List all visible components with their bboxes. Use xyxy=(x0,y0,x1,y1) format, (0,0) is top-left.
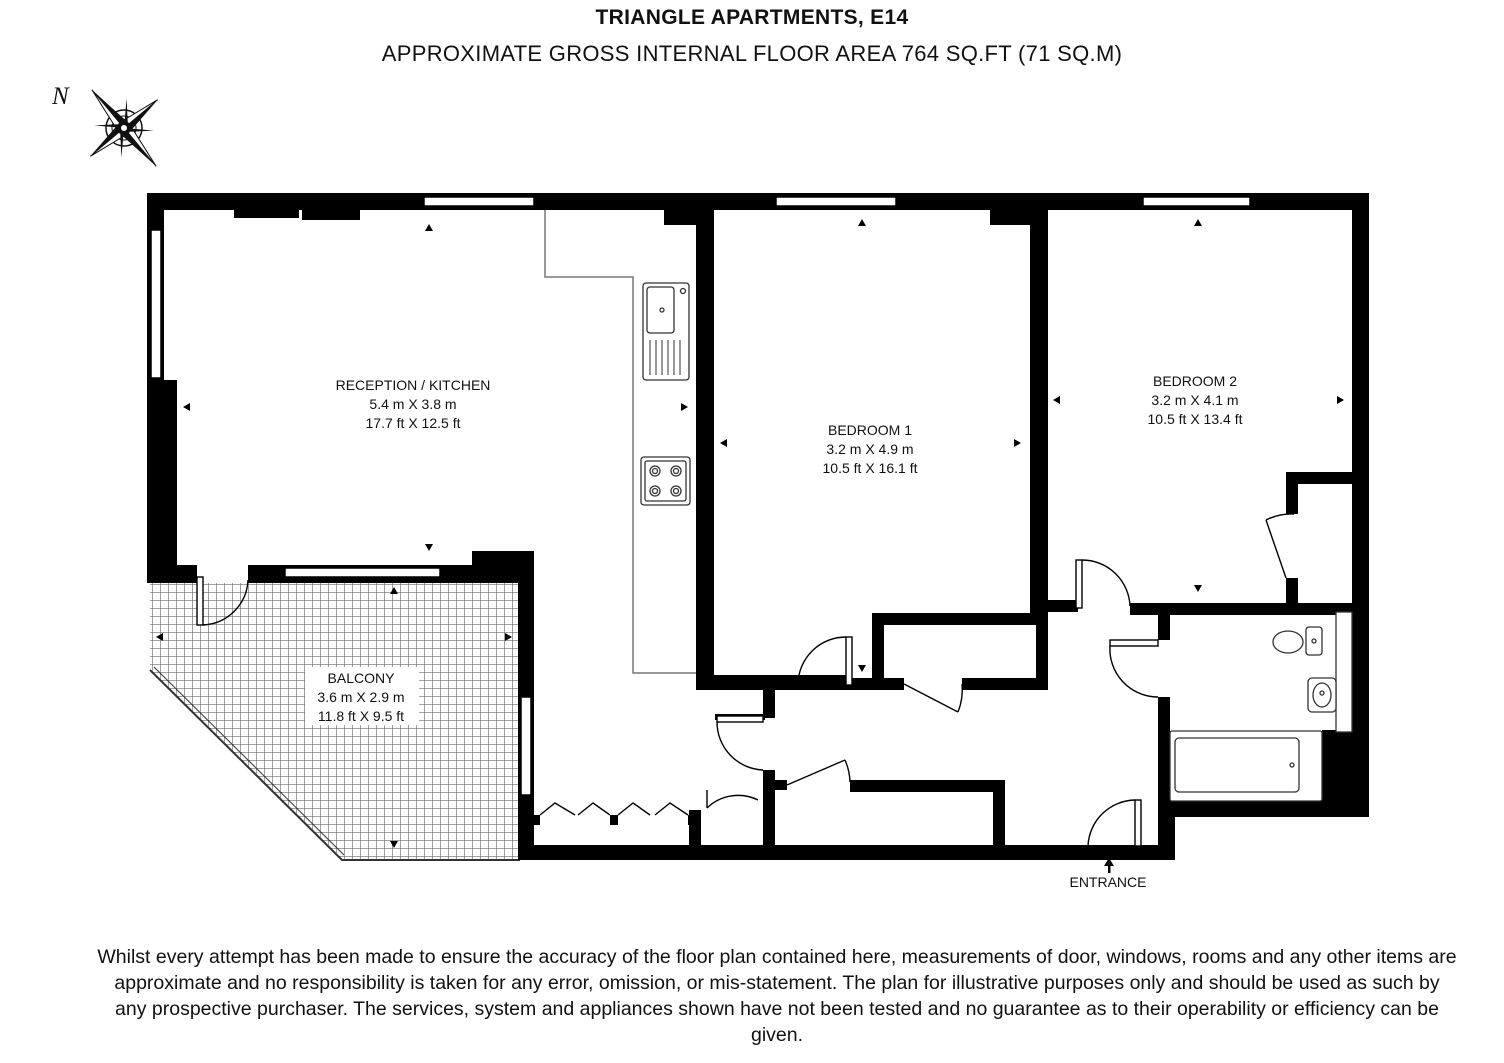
kitchen-counter xyxy=(545,210,696,673)
room-imperial: 17.7 ft X 12.5 ft xyxy=(365,415,461,431)
entrance-label: ENTRANCE xyxy=(1069,874,1147,890)
room-name: BEDROOM 2 xyxy=(1152,373,1238,389)
room-bedroom-2 xyxy=(1148,373,1243,427)
room-name: BEDROOM 1 xyxy=(827,422,913,438)
room-metric: 3.2 m X 4.1 m xyxy=(1151,392,1239,408)
room-imperial: 10.5 ft X 13.4 ft xyxy=(1147,411,1243,427)
room-imperial: 11.8 ft X 9.5 ft xyxy=(317,708,405,724)
disclaimer-text: Whilst every attempt has been made to ensure the accuracy of the floor plan contained here, measurements of door, windows, rooms and any other items are approximate and no responsibility is taken for any error, omission, or mis-statement. The plan for illustrative purposes only and should be used as such by any prospective purchaser. The services, system and appliances shown have not been tested and no guarantee as to their operability or efficiency can be given. xyxy=(97,946,1457,1046)
washbasin-icon xyxy=(1308,678,1336,712)
room-name: BALCONY xyxy=(327,670,395,686)
room-reception-kitchen xyxy=(336,377,491,431)
bathtub-icon xyxy=(1170,731,1322,801)
compass-rose-icon xyxy=(51,61,190,194)
plan-title: TRIANGLE APARTMENTS, E14 xyxy=(595,6,909,29)
hob-icon xyxy=(641,457,690,505)
room-name: RECEPTION / KITCHEN xyxy=(335,377,491,393)
room-metric: 5.4 m X 3.8 m xyxy=(369,396,457,412)
toilet-icon xyxy=(1273,627,1322,655)
room-bedroom-1 xyxy=(823,422,918,476)
room-metric: 3.2 m X 4.9 m xyxy=(826,441,914,457)
room-imperial: 10.5 ft X 16.1 ft xyxy=(822,460,918,476)
kitchen-sink-icon xyxy=(643,283,689,380)
floor-area-subtitle: APPROXIMATE GROSS INTERNAL FLOOR AREA 764 SQ.FT (71 SQ.M) xyxy=(381,41,1123,66)
north-label: N xyxy=(52,83,69,110)
room-balcony xyxy=(317,670,404,724)
room-metric: 3.6 m X 2.9 m xyxy=(317,689,405,705)
